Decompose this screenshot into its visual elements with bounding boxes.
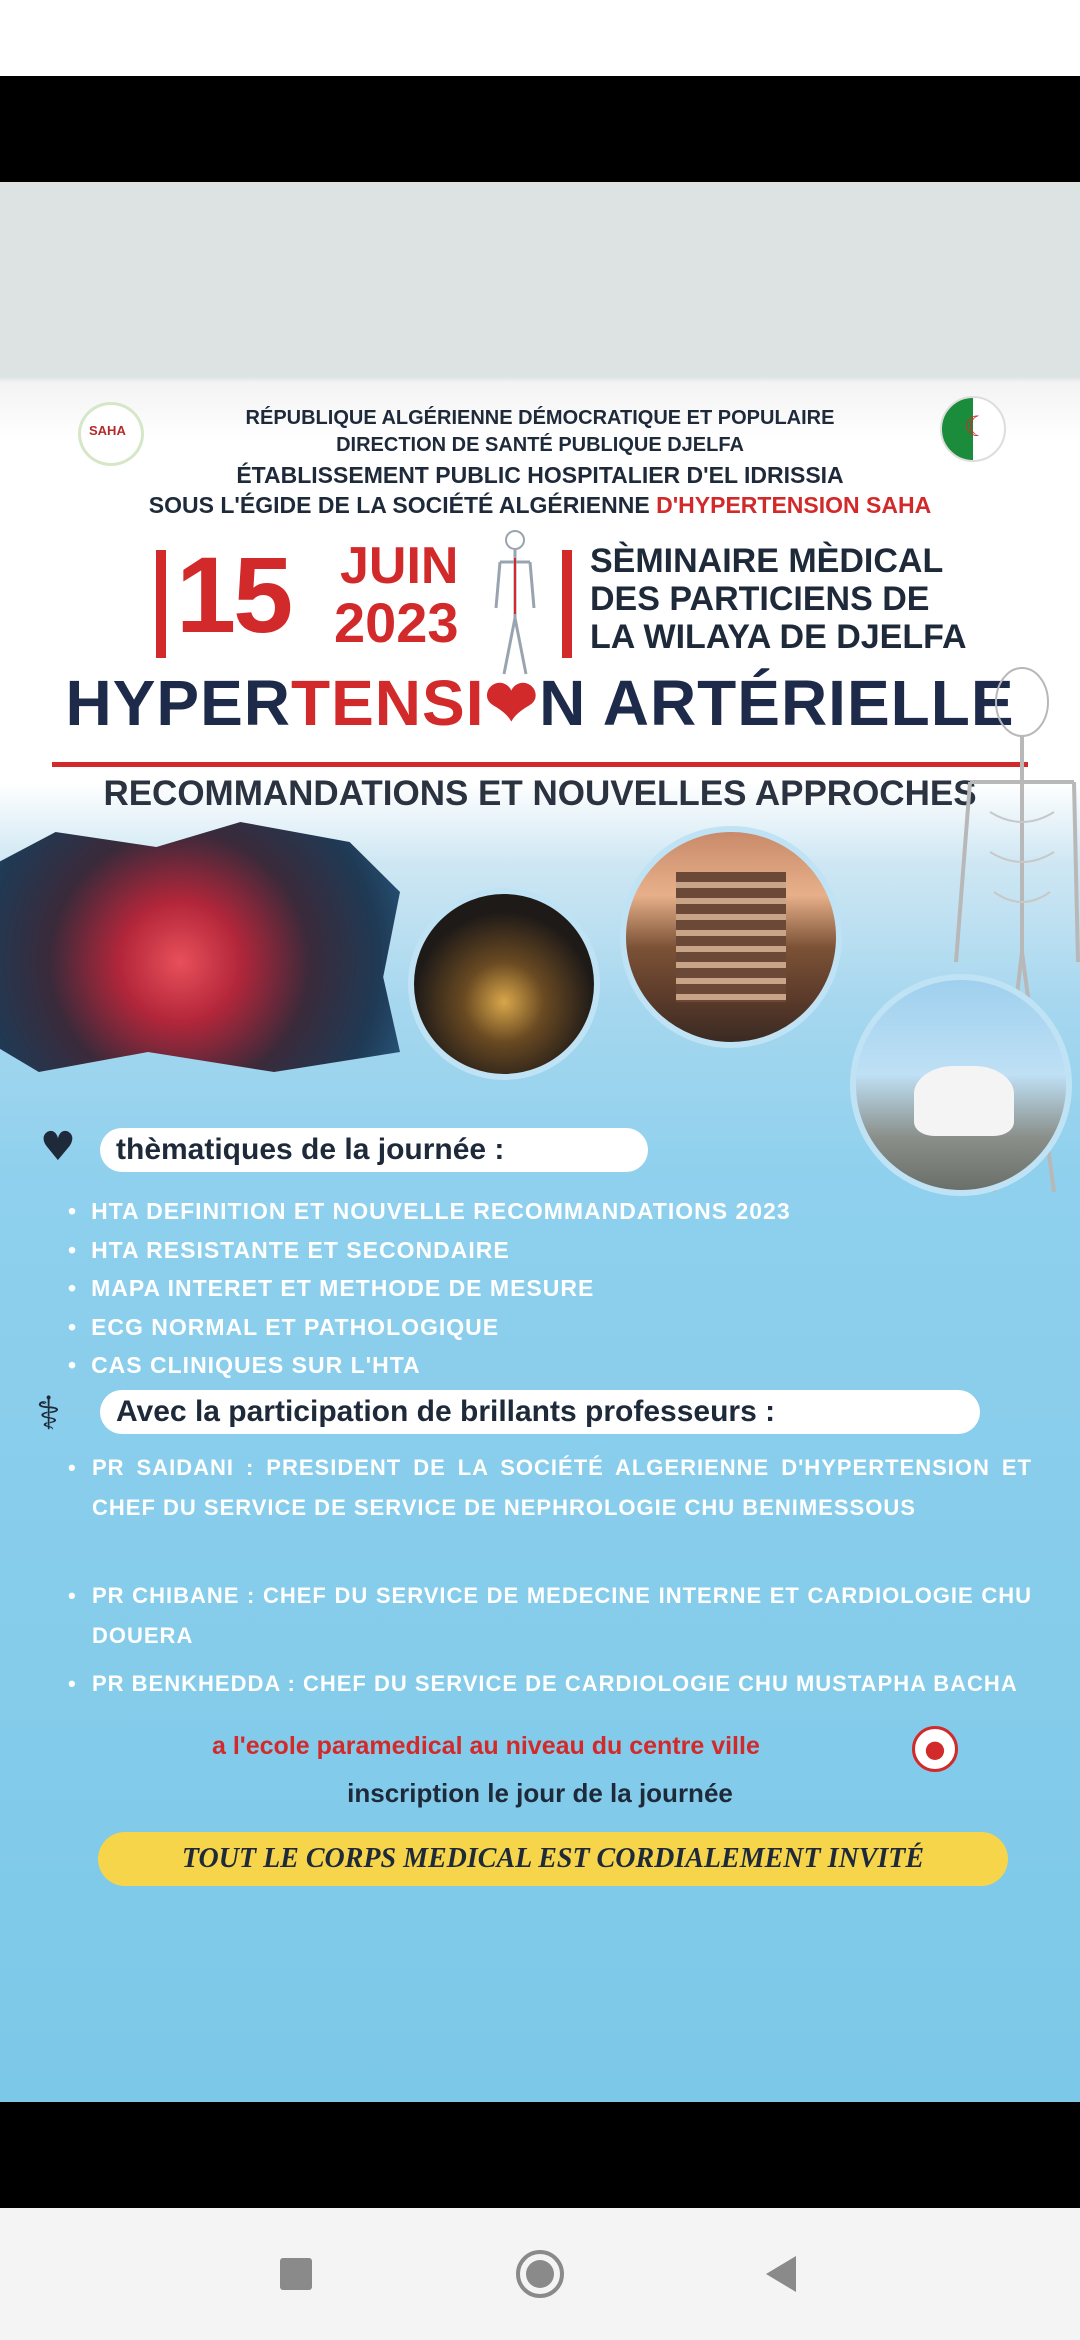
invitation-banner: TOUT LE CORPS MEDICAL EST CORDIALEMENT INVITÉ (98, 1832, 1008, 1886)
list-item: • MAPA INTERET ET METHODE DE MESURE (68, 1269, 791, 1308)
status-bar (0, 0, 1080, 76)
city-statue-photo (850, 974, 1072, 1196)
letterbox-bottom (0, 2102, 1080, 2208)
hospital-building-photo (620, 826, 842, 1048)
header-establishment: ÉTABLISSEMENT PUBLIC HOSPITALIER D'EL IDRISSIA (236, 462, 844, 488)
date-year: 2023 (334, 591, 459, 654)
heartbeat-icon: ♥ (40, 1124, 76, 1170)
list-item: • PR SAIDANI : PRESIDENT DE LA SOCIÉTÉ ALGERIENNE D'HYPERTENSION ET CHEF DU SERVICE DE SERVICE DE NEPHROLOGIE CHU BENIMESSOUS (68, 1448, 1032, 1528)
header-republic: RÉPUBLIQUE ALGÉRIENNE DÉMOCRATIQUE ET POPULAIRE (245, 407, 835, 429)
seminar-title: SÈMINAIRE MÈDICAL DES PARTICIENS DE LA WILAYA DE DJELFA (590, 542, 967, 656)
main-title: HYPERTENSI❤N ARTÉRIELLE (65, 667, 1015, 739)
date-divider (156, 550, 166, 658)
back-button[interactable] (756, 2244, 816, 2304)
themes-heading: thèmatiques de la journée : (100, 1128, 648, 1172)
themes-list (68, 1192, 791, 1385)
heart-artery-illustration (0, 822, 400, 1072)
stethoscope-icon: ⚕ (36, 1386, 61, 1440)
list-item: • CAS CLINIQUES SUR L'HTA (68, 1346, 791, 1385)
professors-heading: Avec la participation de brillants professeurs : (100, 1390, 980, 1434)
saha-logo: SAHA (78, 402, 144, 466)
title-underline (52, 762, 1028, 767)
venue-text: a l'ecole paramedical au niveau du centre ville (212, 1732, 760, 1760)
recents-button[interactable] (266, 2244, 326, 2304)
city-night-photo (408, 888, 600, 1080)
date-month: JUIN (340, 537, 459, 595)
home-button[interactable] (510, 2244, 570, 2304)
heart-icon: ❤ (484, 667, 540, 739)
list-item: • HTA RESISTANTE ET SECONDAIRE (68, 1231, 791, 1270)
system-nav-bar (0, 2208, 1080, 2340)
letterbox-top (0, 76, 1080, 182)
subtitle: RECOMMANDATIONS ET NOUVELLES APPROCHES (103, 774, 977, 813)
header-society: SOUS L'ÉGIDE DE LA SOCIÉTÉ ALGÉRIENNE D'HYPERTENSION SAHA (148, 492, 932, 518)
seminar-divider (562, 550, 572, 658)
list-item: • PR CHIBANE : CHEF DU SERVICE DE MEDECINE INTERNE ET CARDIOLOGIE CHU DOUERA (68, 1576, 1032, 1656)
inscription-text: inscription le jour de la journée (347, 1778, 733, 1808)
list-item: • ECG NORMAL ET PATHOLOGIQUE (68, 1308, 791, 1347)
anatomy-figure-icon (492, 528, 538, 678)
list-item: • PR BENKHEDDA : CHEF DU SERVICE DE CARDIOLOGIE CHU MUSTAPHA BACHA (68, 1664, 1032, 1704)
seminar-poster-image[interactable] (0, 182, 1080, 2102)
date-day: 15 (176, 534, 291, 655)
header-direction: DIRECTION DE SANTÉ PUBLIQUE DJELFA (336, 434, 744, 456)
location-pin-icon: ● (912, 1726, 958, 1772)
list-item: • HTA DEFINITION ET NOUVELLE RECOMMANDATIONS 2023 (68, 1192, 791, 1231)
